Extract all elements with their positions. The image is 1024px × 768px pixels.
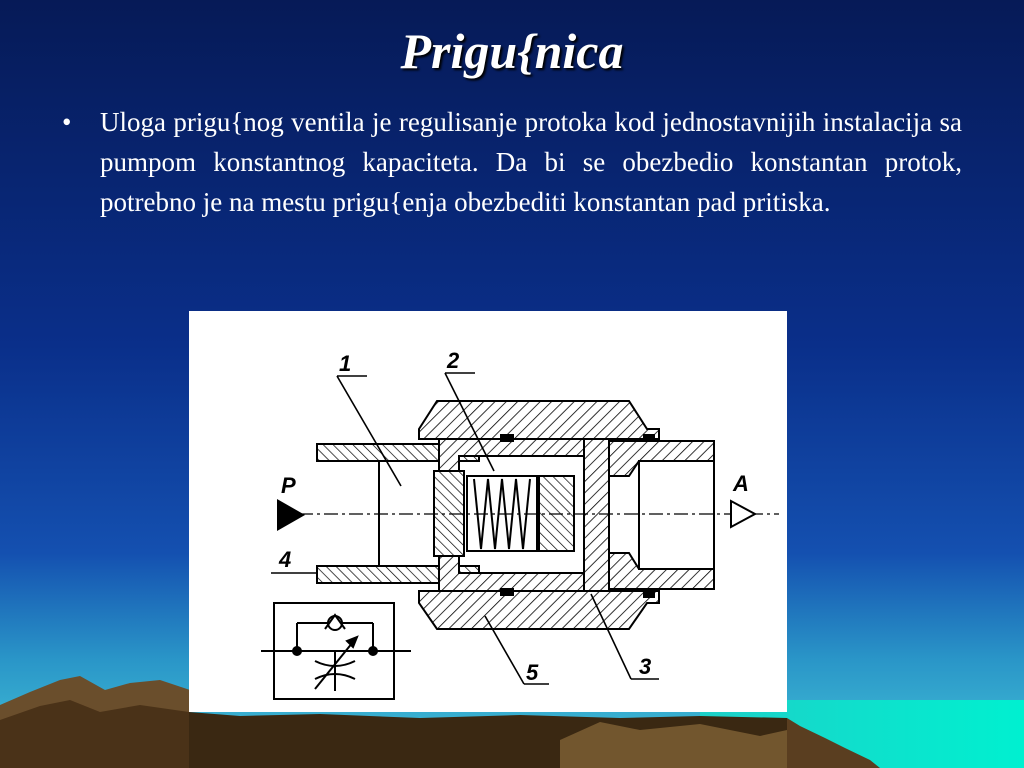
slide-title: Prigu{nica: [400, 23, 624, 79]
divider-wall: [584, 439, 609, 591]
label-part-1: 1: [339, 351, 352, 376]
label-inlet-p: P: [281, 473, 296, 498]
label-outlet-a: A: [733, 471, 749, 496]
throttle-valve-figure: [189, 311, 787, 712]
valve-cross-section-drawing: [189, 311, 787, 712]
outlet-bore: [639, 461, 714, 569]
hydraulic-symbol: [261, 603, 411, 699]
bullet-text: Uloga prigu{nog ventila je regulisanje protoka kod jednostavnijih instalacija sa pumpom konstantnog kapaciteta. Da bi se obezbedio konstantan protok, potrebno je na mestu prigu{enja obezbediti konstantan pad pritiska.: [100, 107, 962, 217]
seal: [644, 435, 654, 441]
label-part-4: 4: [279, 547, 292, 572]
label-part-2: 2: [447, 348, 460, 373]
outlet-arrow-icon: [731, 501, 755, 527]
label-part-5: 5: [526, 660, 539, 685]
housing-lower: [419, 591, 659, 629]
label-part-3: 3: [639, 654, 652, 679]
bullet-item: [62, 102, 962, 222]
seal: [501, 589, 513, 595]
inlet-arrow-icon: [277, 499, 305, 531]
bullet-icon: •: [62, 107, 72, 137]
housing-upper: [419, 401, 659, 439]
sleeve-lower: [439, 556, 584, 591]
sleeve-upper: [439, 439, 584, 471]
seal: [501, 435, 513, 441]
seal: [644, 591, 654, 597]
